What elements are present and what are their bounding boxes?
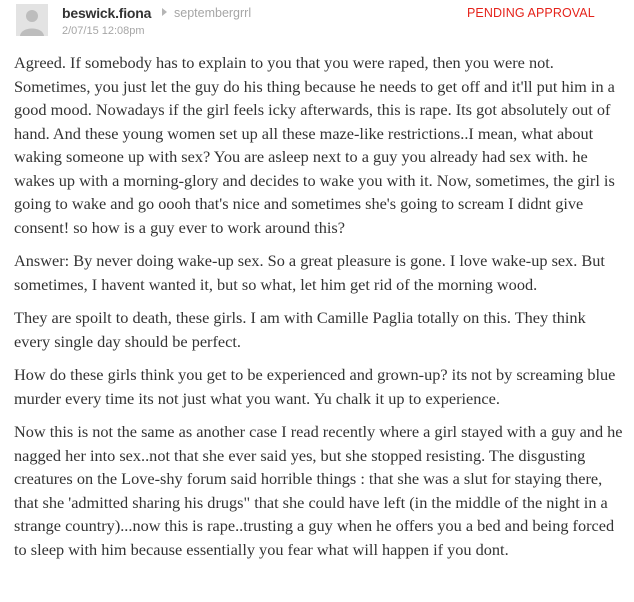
comment-paragraph: Agreed. If somebody has to explain to you that you were raped, then you were not. Sometimes, you just let the guy do his thing because he needs to get off and it'll put him in a good mood. Nowadays if the girl feels icky afterwards, this is rape. Its got absolutely out of hand. And these young women set up all these maze-like restrictions..I mean, what about waking someone up with sex? You are asleep next to a guy you already had sex with. he wakes up with a morning-glory and decides to wake you with it. Now, sometimes, the girl is going to wake and go oooh that's nice and sometimes she's going to scream I didnt give consent! so how is a guy ever to work around this?	[14, 53, 615, 237]
comment-author[interactable]: beswick.fiona	[62, 5, 152, 21]
comment-timestamp[interactable]: 2/07/15 12:08pm	[62, 25, 145, 37]
reply-arrow-icon	[162, 8, 167, 16]
comment-paragraph: Now this is not the same as another case I read recently where a girl stayed with a guy and he nagged her into sex..not that she ever said yes, but she stopped resisting. The disgusting creatures on the Love-shy forum said horrible things : that she was a slut for staying there, that she 'admitted sharing his drugs" that she could have left (in the middle of the night in a strange country)...now this is rape..trusting a guy when he offers you a bed and being forced to sleep with him because essentially you fear what will happen if you dont.	[14, 422, 623, 559]
status-badge: PENDING APPROVAL	[467, 6, 595, 20]
reply-to-link[interactable]	[162, 6, 251, 20]
comment-paragraph: They are spoilt to death, these girls. I am with Camille Paglia totally on this. They think every single day should be perfect.	[14, 308, 586, 351]
comment-paragraph: Answer: By never doing wake-up sex. So a great pleasure is gone. I love wake-up sex. But sometimes, I havent wanted it, but so what, let him get rid of the morning wood.	[14, 251, 605, 294]
comment-body	[14, 51, 624, 571]
comment-header	[14, 0, 624, 44]
comment-paragraph: How do these girls think you get to be experienced and grown-up? its not by screaming blue murder every time its not just what you want. Yu chalk it up to experience.	[14, 365, 616, 408]
default-avatar-icon[interactable]	[16, 4, 48, 36]
reply-to-username: septembergrrl	[174, 6, 252, 20]
